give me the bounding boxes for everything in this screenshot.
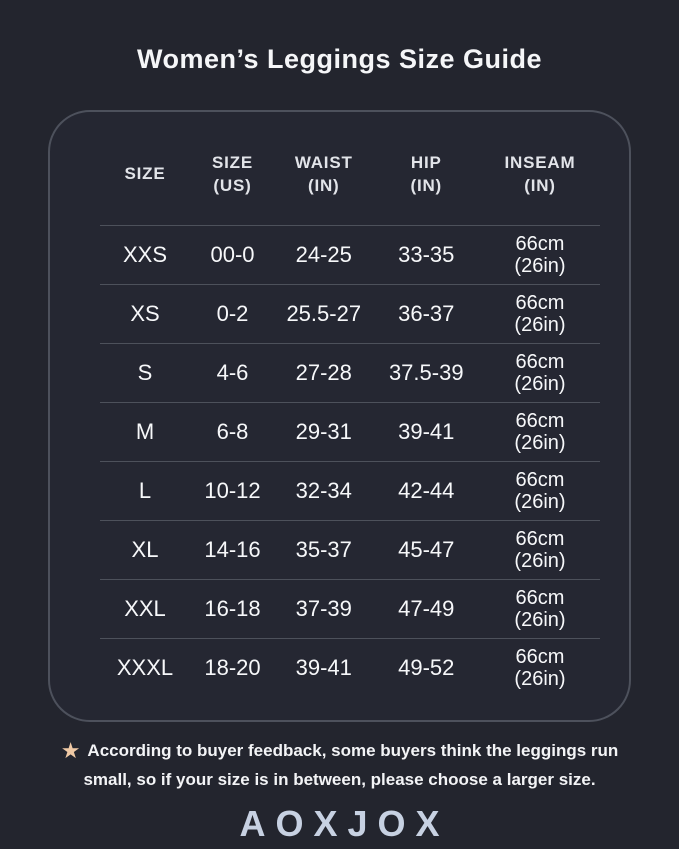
cell-size: XXXL <box>116 655 174 680</box>
star-icon: ★ <box>60 739 81 764</box>
table-row <box>100 461 600 520</box>
cell-waist: 24-25 <box>295 242 352 267</box>
table-header-row <box>100 112 600 225</box>
cell-hip: 39-41 <box>398 419 455 444</box>
cell-waist: 27-28 <box>295 360 352 385</box>
table-row <box>100 284 600 343</box>
cell-hip: 42-44 <box>398 478 455 503</box>
header-inseam: INSEAM (IN) <box>504 153 576 195</box>
table-row <box>100 638 600 697</box>
cell-waist: 29-31 <box>295 419 352 444</box>
cell-size: S <box>137 360 153 385</box>
cell-waist: 37-39 <box>295 596 352 621</box>
cell-inseam: 66cm (26in) <box>514 233 566 277</box>
note-line-2: small, so if your size is in between, please choose a larger size. <box>83 769 596 789</box>
cell-size-us: 18-20 <box>204 655 261 680</box>
cell-hip: 37.5-39 <box>388 360 464 385</box>
page-title: Women’s Leggings Size Guide <box>136 44 543 74</box>
table-row <box>100 520 600 579</box>
header-waist: WAIST (IN) <box>294 153 353 195</box>
cell-size: XXS <box>122 242 168 267</box>
cell-inseam: 66cm (26in) <box>514 528 566 572</box>
brand-logo: AOXJOX <box>239 802 450 844</box>
cell-size-us: 0-2 <box>216 301 249 326</box>
table-row <box>100 402 600 461</box>
cell-size-us: 6-8 <box>216 419 249 444</box>
cell-inseam: 66cm (26in) <box>514 587 566 631</box>
cell-size: L <box>138 478 152 503</box>
cell-hip: 33-35 <box>398 242 455 267</box>
cell-size-us: 4-6 <box>216 360 249 385</box>
cell-hip: 47-49 <box>398 596 455 621</box>
cell-size-us: 14-16 <box>204 537 261 562</box>
cell-size-us: 16-18 <box>204 596 261 621</box>
note-line-1: ★ According to buyer feedback, some buyers think the leggings run <box>60 739 619 764</box>
table-row <box>100 579 600 638</box>
cell-waist: 39-41 <box>295 655 352 680</box>
header-size: SIZE <box>124 164 166 184</box>
size-guide-card <box>48 110 631 722</box>
cell-size-us: 10-12 <box>204 478 261 503</box>
buyer-feedback-note <box>0 737 679 792</box>
cell-inseam: 66cm (26in) <box>514 646 566 690</box>
cell-size-us: 00-0 <box>210 242 255 267</box>
table-row <box>100 343 600 402</box>
cell-size: XXL <box>124 596 166 621</box>
cell-size: M <box>135 419 155 444</box>
cell-inseam: 66cm (26in) <box>514 410 566 454</box>
cell-inseam: 66cm (26in) <box>514 292 566 336</box>
cell-hip: 36-37 <box>398 301 455 326</box>
cell-inseam: 66cm (26in) <box>514 351 566 395</box>
cell-waist: 35-37 <box>295 537 352 562</box>
header-hip: HIP (IN) <box>410 153 443 195</box>
cell-size: XS <box>130 301 160 326</box>
cell-waist: 25.5-27 <box>286 301 362 326</box>
header-size-us: SIZE (US) <box>212 153 253 195</box>
table-row <box>100 225 600 284</box>
cell-inseam: 66cm (26in) <box>514 469 566 513</box>
cell-waist: 32-34 <box>295 478 352 503</box>
cell-hip: 49-52 <box>398 655 455 680</box>
cell-hip: 45-47 <box>398 537 455 562</box>
cell-size: XL <box>131 537 159 562</box>
